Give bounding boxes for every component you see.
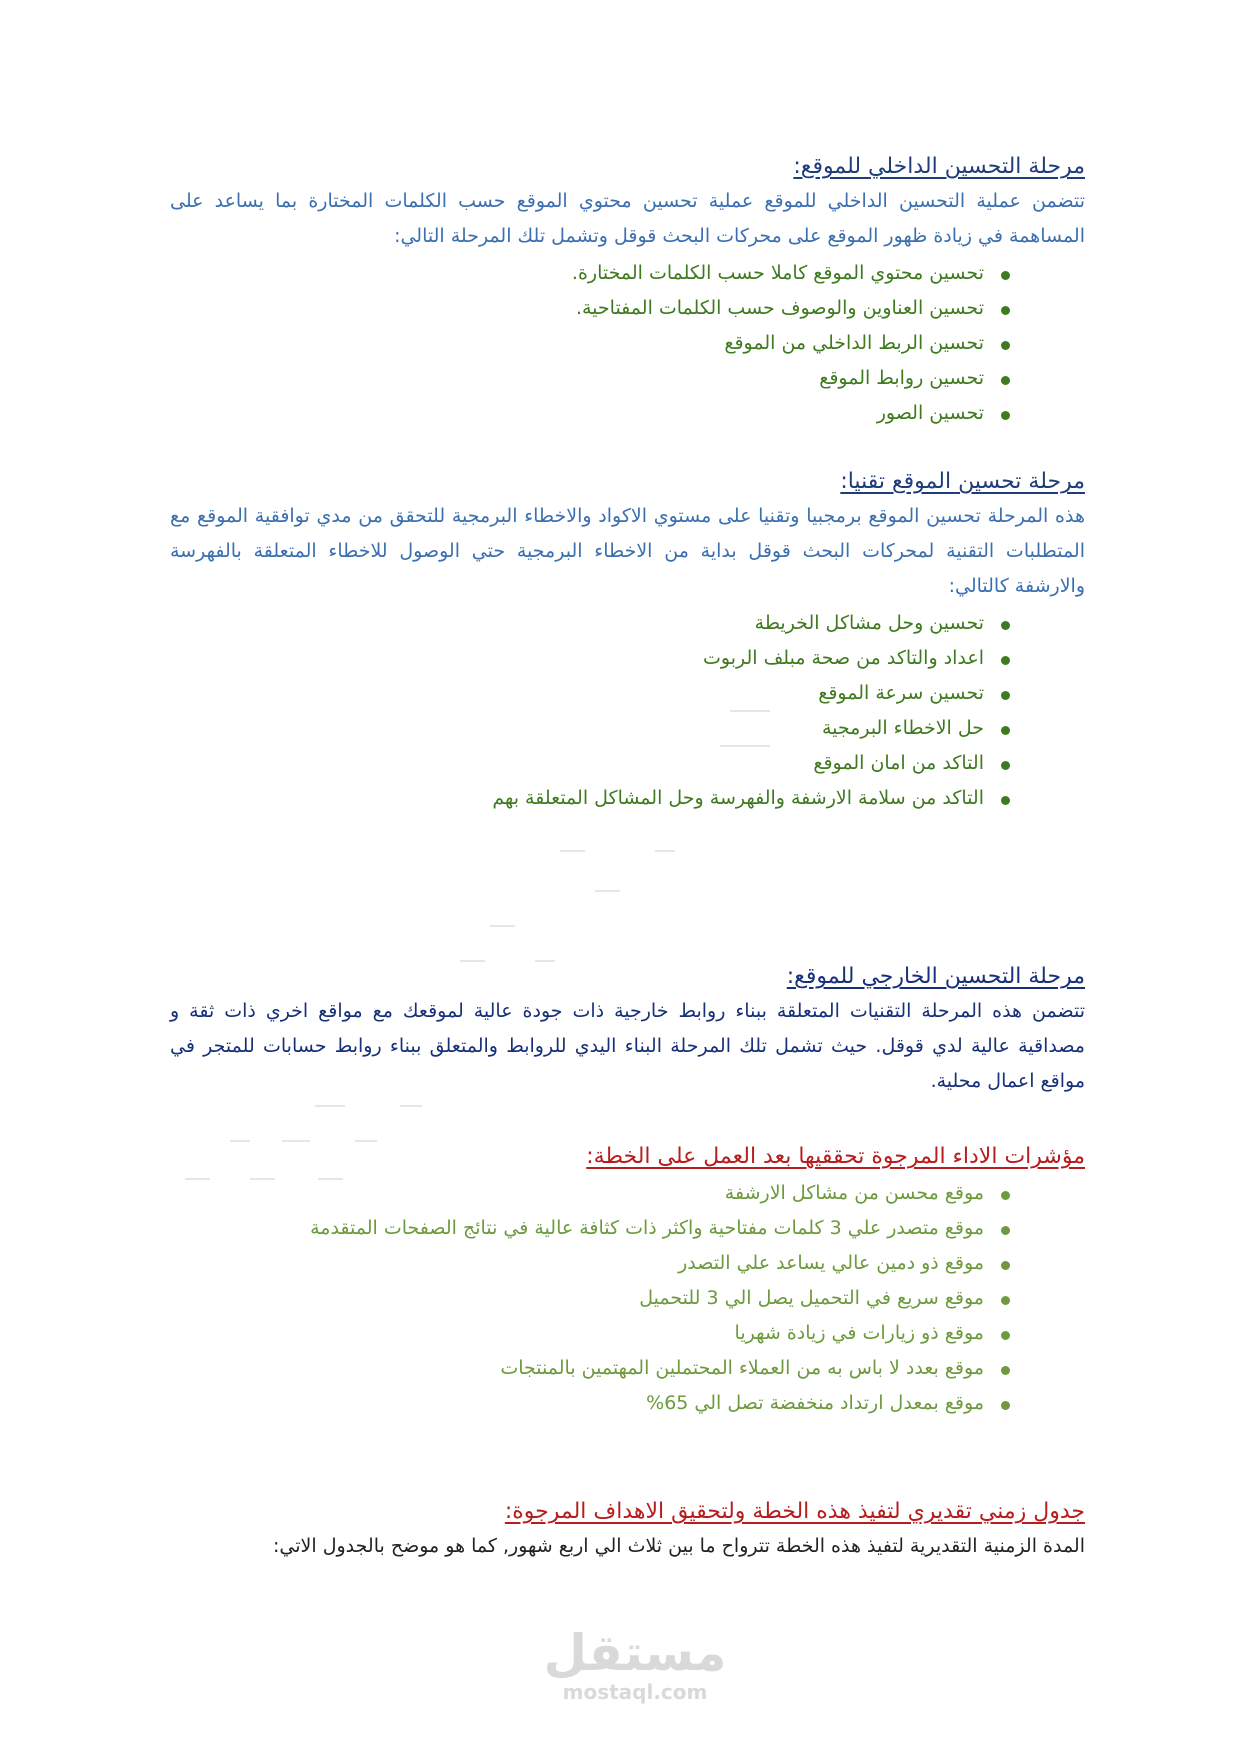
section-technical-optimization xyxy=(170,465,1085,816)
watermark-logo: مستقل xyxy=(543,1624,727,1682)
section-kpis xyxy=(170,1140,1085,1421)
bullet-list xyxy=(170,1176,1085,1421)
list-item: تحسين العناوين والوصوف حسب الكلمات المفتاحية. xyxy=(170,291,1010,326)
section-heading: مرحلة تحسين الموقع تقنيا: xyxy=(840,469,1085,494)
section-paragraph: المدة الزمنية التقديرية لتفيذ هذه الخطة تترواح ما بين ثلاث الي اربع شهور, كما هو موضح بالجدول الاتي: xyxy=(273,1535,1085,1557)
list-item: التاكد من امان الموقع xyxy=(170,746,1010,781)
section-heading: جدول زمني تقديري لتفيذ هذه الخطة ولتحقيق الاهداف المرجوة: xyxy=(504,1499,1085,1524)
section-timeline xyxy=(170,1495,1085,1564)
list-item: تحسين روابط الموقع xyxy=(170,361,1010,396)
list-item: تحسين محتوي الموقع كاملا حسب الكلمات المختارة. xyxy=(170,256,1010,291)
section-paragraph: تتضمن هذه المرحلة التقنيات المتعلقة ببناء روابط خارجية ذات جودة عالية لموقعك مع مواقع اخري ذات ثقة و مصداقية عالية لدي قوقل. حيث تشمل تلك المرحلة البناء اليدي للروابط والمتعلق ببناء روابط حسابات للمتجر في مواقع اعمال محلية. xyxy=(170,1000,1085,1092)
scan-artifact xyxy=(315,1105,345,1107)
scan-artifact xyxy=(490,925,515,927)
list-item: تحسين الربط الداخلي من الموقع xyxy=(170,326,1010,361)
list-item: موقع سريع في التحميل يصل الي 3 للتحميل xyxy=(170,1281,1010,1316)
bullet-list xyxy=(170,256,1085,431)
scan-artifact xyxy=(595,890,620,892)
scan-artifact xyxy=(720,745,770,747)
scan-artifact xyxy=(560,850,585,852)
scan-artifact xyxy=(400,1105,422,1107)
list-item: موقع ذو زيارات في زيادة شهريا xyxy=(170,1316,1010,1351)
list-item: موقع بعدد لا باس به من العملاء المحتملين المهتمين بالمنتجات xyxy=(170,1351,1010,1386)
bullet-list xyxy=(170,606,1085,816)
section-external-optimization xyxy=(170,960,1085,1099)
scan-artifact xyxy=(730,710,770,712)
list-item: موقع بمعدل ارتداد منخفضة تصل الي 65% xyxy=(170,1386,1010,1421)
mostaql-watermark xyxy=(540,1625,730,1703)
list-item: موقع محسن من مشاكل الارشفة xyxy=(170,1176,1010,1211)
scan-artifact xyxy=(655,850,675,852)
list-item: تحسين سرعة الموقع xyxy=(170,676,1010,711)
section-heading: مؤشرات الاداء المرجوة تحققيها بعد العمل على الخطة: xyxy=(586,1144,1085,1169)
list-item: تحسين الصور xyxy=(170,396,1010,431)
list-item: موقع متصدر علي 3 كلمات مفتاحية واكثر ذات كثافة عالية في نتائج الصفحات المتقدمة xyxy=(170,1211,1010,1246)
list-item: تحسين وحل مشاكل الخريطة xyxy=(170,606,1010,641)
list-item: حل الاخطاء البرمجية xyxy=(170,711,1010,746)
section-heading: مرحلة التحسين الداخلي للموقع: xyxy=(793,154,1085,179)
list-item: اعداد والتاكد من صحة مبلف الربوت xyxy=(170,641,1010,676)
watermark-url: mostaql.com xyxy=(562,1680,708,1704)
section-paragraph: هذه المرحلة تحسين الموقع برمجبيا وتقنيا على مستوي الاكواد والاخطاء البرمجية للتحقق من مدي توافقية الموقع مع المتطلبات التقنية لمحركات البحث قوقل بداية من الاخطاء البرمجية حتي الوصول للاخطاء المتعلقة بالفهرسة والارشفة كالتالي: xyxy=(170,505,1085,597)
section-heading: مرحلة التحسين الخارجي للموقع: xyxy=(786,964,1085,989)
section-internal-optimization xyxy=(170,150,1085,431)
list-item: التاكد من سلامة الارشفة والفهرسة وحل المشاكل المتعلقة بهم xyxy=(170,781,1010,816)
list-item: موقع ذو دمين عالي يساعد علي التصدر xyxy=(170,1246,1010,1281)
section-paragraph: تتضمن عملية التحسين الداخلي للموقع عملية تحسين محتوي الموقع حسب الكلمات المختارة بما يساعد على المساهمة في زيادة ظهور الموقع على محركات البحث قوقل وتشمل تلك المرحلة التالي: xyxy=(170,190,1085,247)
